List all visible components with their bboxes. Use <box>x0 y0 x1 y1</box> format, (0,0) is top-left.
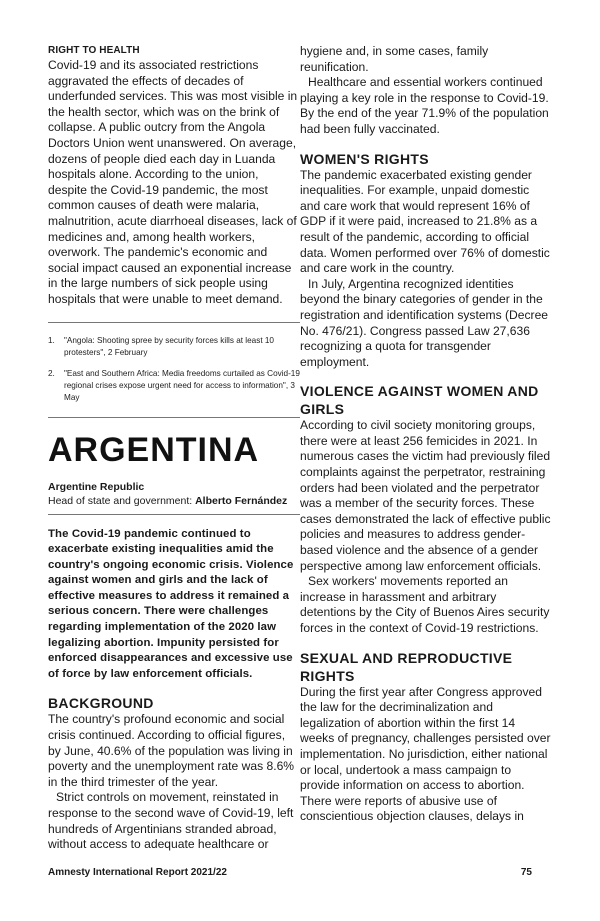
footnote-item <box>48 335 300 359</box>
footnote-number: 1. <box>48 335 55 345</box>
background-paragraph: The country's profound economic and social crisis continued. According to official figures, by June, 40.6% of the population was living in poverty and the unemployment rate was 8.6% in the third trimester of the year. <box>48 712 295 789</box>
section-heading-srhr: SEXUAL AND REPRODUCTIVE RIGHTS <box>300 649 513 684</box>
violence-paragraph: Sex workers' movements reported an increase in harassment and arbitrary detentions by the City of Buenos Aires security forces in the context of Covid-19 restrictions. <box>300 574 550 635</box>
country-official-name: Argentine Republic <box>48 480 145 493</box>
page-number: 75 <box>520 867 532 878</box>
violence-paragraph: According to civil society monitoring groups, there were at least 256 femicides in 2021. In numerous cases the victim had previously filed complaints against the perpetrator, restraining orders had been violated and the perpetrator was a member of the security forces. These cases demonstrated the lack of effective public policies and measures to address gender-based violence and the absence of a gender perspective among law enforcement officials. <box>300 418 551 573</box>
continuation-paragraph: Healthcare and essential workers continued playing a key role in the response to Covid-19. By the end of the year 71.9% of the population had been fully vaccinated. <box>300 75 549 136</box>
country-divider <box>48 417 300 418</box>
footnotes <box>48 335 300 404</box>
country-summary: The Covid-19 pandemic continued to exacerbate existing inequalities amid the country's ongoing economic crisis. Violence against women and girls and the lack of effective measures to address it remained a serious concern. There were challenges regarding implementation of the 2020 law legalizing abortion. Impunity persisted for enforced disappearances and excessive use of force by law enforcement officials. <box>48 527 294 680</box>
footnote-number: 2. <box>48 368 55 378</box>
right-column <box>300 44 552 825</box>
right-to-health-paragraph: Covid-19 and its associated restrictions aggravated the effects of decades of underfunded services. This was most visible in the health sector, which was on the brink of collapse. A public outcry from the Angola Doctors Union went unanswered. On average, dozens of people died each day in Luanda hospitals alone. According to the union, despite the Covid-19 pandemic, the most common causes of death were malaria, malnutrition, acute diarrhoeal diseases, lack of medicines and, among health workers, overwork. The pandemic's economic and social impact caused an exponential increase in the large numbers of sick people using hospitals that were unable to meet demand. <box>48 58 298 306</box>
head-of-state-name: Alberto Fernández <box>195 494 288 507</box>
head-of-state-label: Head of state and government: <box>48 494 196 507</box>
footer-report-title: Amnesty International Report 2021/22 <box>48 867 227 878</box>
section-heading-background: BACKGROUND <box>48 695 154 712</box>
section-heading-right-to-health: RIGHT TO HEALTH <box>48 45 140 56</box>
background-paragraph: Strict controls on movement, reinstated in response to the second wave of Covid-19, left hundreds of Argentinians stranded abroad, without access to adequate healthcare or <box>48 790 294 852</box>
footnote-item <box>48 368 300 404</box>
footnote-divider <box>48 322 300 323</box>
country-title: ARGENTINA <box>48 430 260 469</box>
womens-rights-paragraph: In July, Argentina recognized identities beyond the binary categories of gender in the registration and identification systems (Decree No. 476/21). Congress passed Law 27,636 recognizing a quota for transgender employment. <box>300 276 549 369</box>
footnote-text: "Angola: Shooting spree by security forces kills at least 10 protesters", 2 February <box>64 335 274 357</box>
section-heading-violence: VIOLENCE AGAINST WOMEN AND GIRLS <box>300 383 539 418</box>
summary-divider <box>48 514 300 515</box>
section-heading-womens-rights: WOMEN'S RIGHTS <box>300 150 429 167</box>
srhr-paragraph: During the first year after Congress approved the law for the decriminalization and legalization of abortion within the first 14 weeks of pregnancy, challenges persisted over implementation. No jurisdiction, either national or local, undertook a mass campaign to provide information on access to abortion. There were reports of abusive use of conscientious objection clauses, delays in <box>300 684 551 824</box>
continuation-paragraph: hygiene and, in some cases, family reunification. <box>300 44 489 74</box>
head-of-state <box>48 494 300 508</box>
left-column <box>48 44 300 853</box>
womens-rights-paragraph: The pandemic exacerbated existing gender inequalities. For example, unpaid domestic and care work that would represent 16% of GDP if it were paid, increased to 21.8% as a result of the pandemic, according to official data. Women performed over 76% of domestic and care work in the country. <box>300 167 550 276</box>
footnote-text: "East and Southern Africa: Media freedoms curtailed as Covid-19 regional crises expose urgent need for access to information", 3 May <box>64 368 300 402</box>
